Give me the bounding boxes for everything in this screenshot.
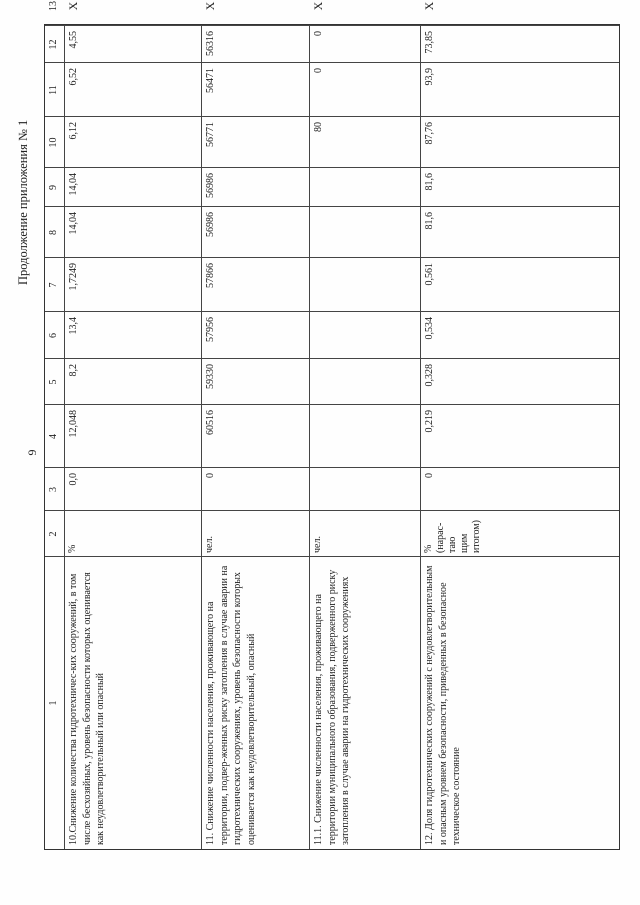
- value-cell: 0: [313, 31, 324, 36]
- indicator-unit: % (нарас-таю щим итогом): [423, 520, 482, 553]
- indicator-name: 10.Снижение количества гидротехничес-ких сооружений, в том числе бесхозяйных, уровень безопасности которых оценивается как неудовлетворительный или опасный: [68, 572, 107, 845]
- header-cell: 12: [48, 39, 59, 50]
- x-mark: X: [66, 1, 80, 11]
- value-cell: 57956: [205, 317, 216, 342]
- value-cell: 13,4: [68, 317, 79, 335]
- value-cell: [310, 359, 340, 405]
- indicator-unit: чел.: [312, 536, 323, 553]
- value-cell: 56471: [205, 68, 216, 93]
- x-mark: X: [422, 1, 436, 11]
- value-cell: 0,534: [424, 317, 435, 340]
- value-cell: 14,04: [68, 212, 79, 235]
- value-cell: 0,561: [424, 263, 435, 286]
- value-cell: 1,7249: [68, 263, 79, 291]
- value-cell: 56986: [205, 173, 216, 198]
- value-cell: [310, 468, 340, 511]
- indicator-name: 11. Снижение численности населения, проживающего на территории, подвер-женных риску затопления в случае аварии на гидротехнических сооружениях, уровень безопасности которых оценивается как неудовлетворительный, опасный: [205, 565, 257, 845]
- indicator-unit: %: [67, 544, 78, 553]
- value-cell: 56316: [205, 31, 216, 56]
- value-cell: 0: [313, 68, 324, 73]
- value-cell: 81,6: [424, 173, 435, 191]
- indicator-name: 12. Доля гидротехнических сооружений с неудовлетворительным и опасным уровнем безопасности, приведенных в безопасное техническое состояние: [424, 565, 463, 845]
- header-cell: 7: [48, 282, 59, 288]
- indicator-unit: чел.: [204, 536, 215, 553]
- value-cell: 59330: [205, 364, 216, 389]
- header-cell: 3: [48, 487, 59, 492]
- value-cell: 8,2: [68, 364, 79, 377]
- value-cell: 56771: [205, 122, 216, 147]
- value-cell: 56986: [205, 212, 216, 237]
- x-mark: X: [311, 1, 325, 11]
- value-cell: 73,85: [424, 31, 435, 54]
- value-cell: 0,219: [424, 410, 435, 433]
- value-cell: 0: [205, 473, 216, 478]
- appendix-title: Продолжение приложения № 1: [16, 119, 30, 285]
- header-cell: 4: [48, 434, 59, 439]
- indicators-table: [44, 1, 620, 850]
- page-number: 9: [25, 449, 39, 456]
- value-cell: 0: [424, 473, 435, 478]
- value-cell: 14,04: [68, 173, 79, 196]
- header-cell: 1: [48, 700, 59, 706]
- value-cell: 80: [313, 122, 324, 132]
- header-cell: 11: [48, 85, 59, 95]
- value-cell: [310, 405, 340, 468]
- value-cell: 0,0: [68, 473, 79, 486]
- header-cell: 13: [48, 1, 59, 11]
- value-cell: 6,12: [68, 122, 79, 140]
- indicator-name: 11.1. Снижение численности населения, проживающего на территории муниципального образования, подверженного риску затопления в случае аварии на гидротехнических сооружениях: [313, 569, 352, 845]
- value-cell: [310, 312, 340, 359]
- header-cell: 6: [48, 333, 59, 338]
- header-cell: 5: [48, 379, 59, 385]
- header-cell: 9: [48, 185, 59, 190]
- value-cell: 87,76: [424, 122, 435, 145]
- value-cell: 4,55: [68, 31, 79, 49]
- value-cell: 12,048: [68, 410, 79, 438]
- value-cell: 0,328: [424, 364, 435, 387]
- value-cell: 93,9: [424, 68, 435, 86]
- value-cell: 6,52: [68, 68, 79, 86]
- value-cell: [310, 207, 340, 258]
- x-mark: X: [203, 1, 217, 11]
- header-cell: 2: [48, 531, 59, 537]
- header-cell: 10: [48, 137, 59, 148]
- header-cell: 8: [48, 230, 59, 235]
- value-cell: 81,6: [424, 212, 435, 230]
- value-cell: [310, 168, 340, 207]
- value-cell: [310, 258, 340, 312]
- value-cell: 60516: [205, 410, 216, 435]
- value-cell: 57866: [205, 263, 216, 288]
